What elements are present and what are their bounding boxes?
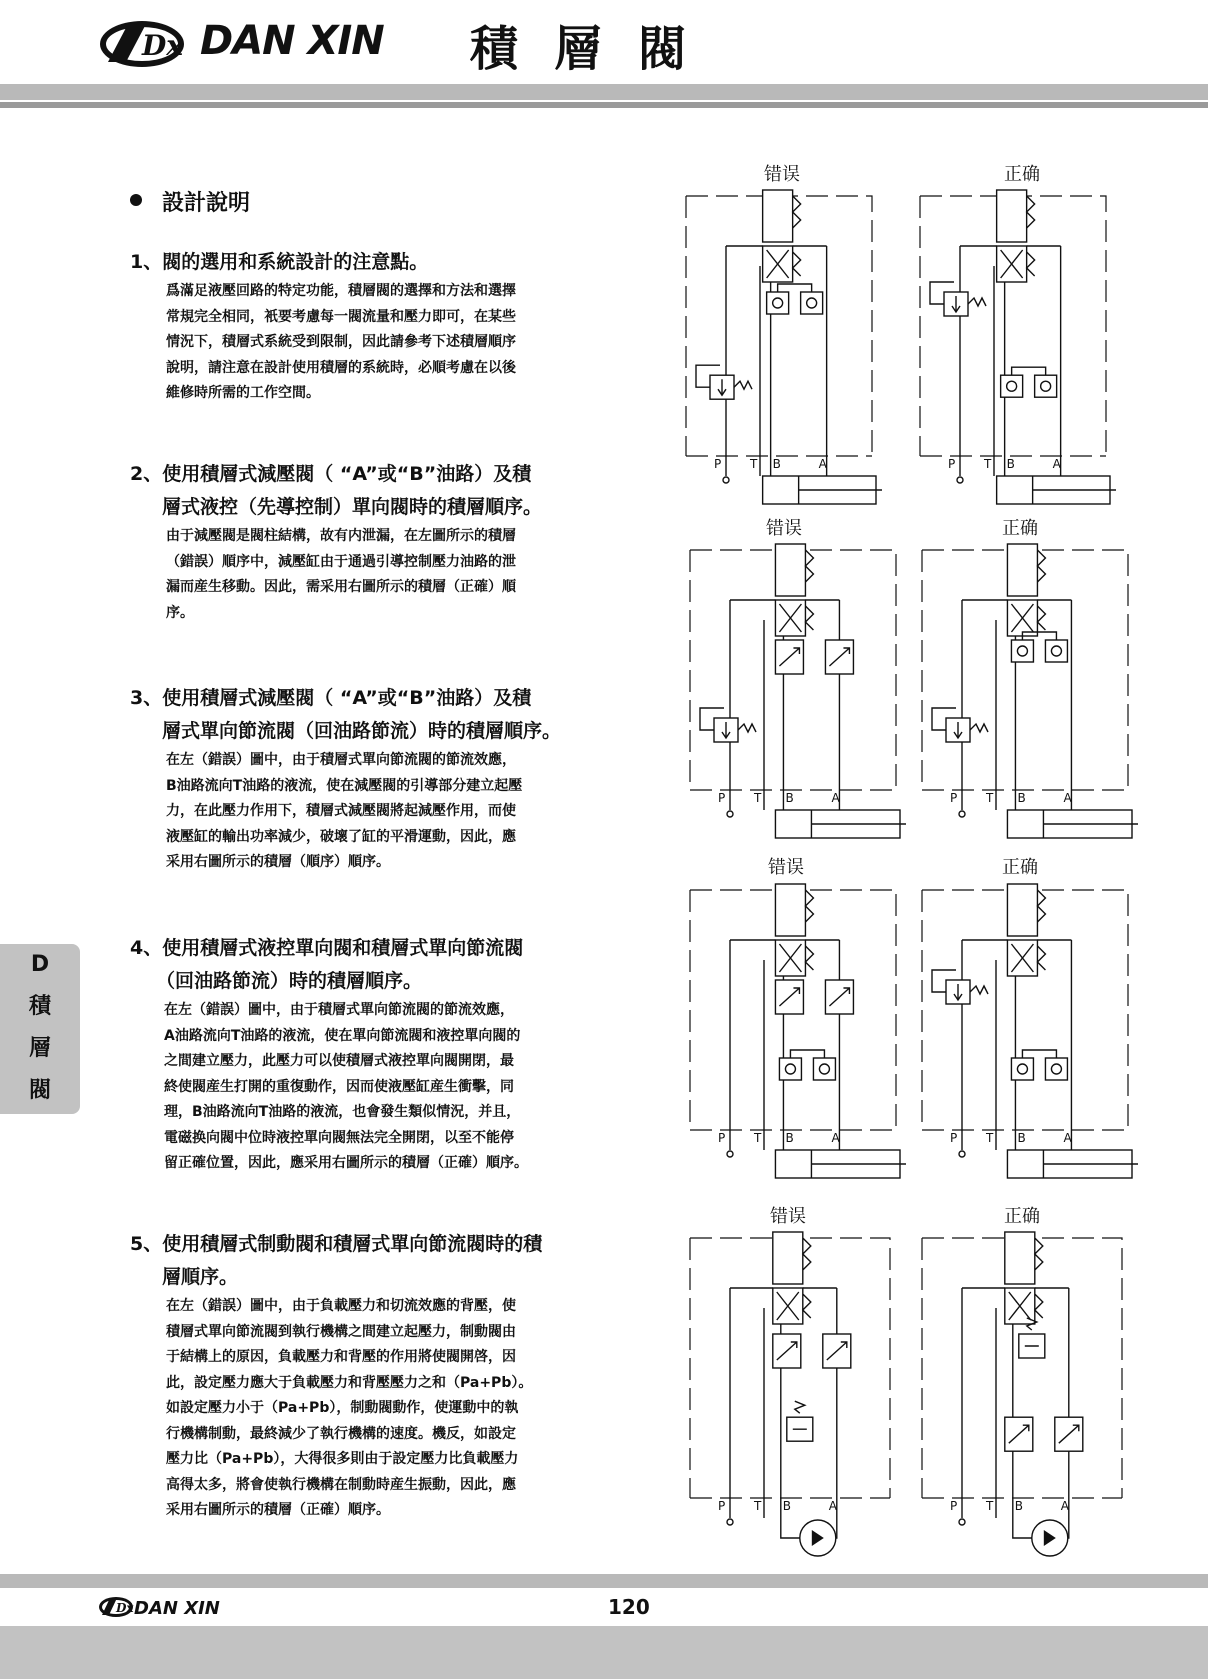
port-label-t: T — [986, 1131, 994, 1145]
directional-valve — [1007, 544, 1037, 596]
pilot-check-valve — [813, 1058, 835, 1080]
item-body-line: 序。 — [166, 604, 194, 621]
pressure-line — [730, 600, 775, 810]
section-bullet-icon — [130, 194, 142, 206]
valve-spring — [1035, 1238, 1043, 1318]
pump-port-icon — [727, 1151, 733, 1157]
item-body-line: 情況下，積層式系統受到限制，因此請參考下述積層順序 — [166, 334, 516, 350]
pump-port-icon — [959, 1151, 965, 1157]
header-divider-thin — [0, 102, 1208, 108]
chapter-char: 閥 — [28, 1078, 51, 1103]
danxin-logo-icon — [98, 1595, 138, 1619]
diagram-label-right: 正确 — [1004, 164, 1040, 185]
port-label-a: A — [1052, 457, 1061, 471]
hydraulic-diagram-wrong — [690, 880, 916, 1180]
item-title: 層順序。 — [162, 1266, 239, 1288]
pressure-reducing-valve-spring — [968, 298, 986, 306]
directional-valve — [1005, 1232, 1035, 1284]
directional-valve — [763, 190, 793, 242]
item-body-line: 如設定壓力小于（Pa+Pb），制動閥動作，使運動中的執 — [166, 1400, 519, 1416]
page-title: 積層閥 — [470, 21, 723, 77]
item-body-line: 電磁换向閥中位時液控單向閥無法完全開閉，以至不能停 — [164, 1129, 514, 1146]
hydraulic-diagram-right — [922, 1228, 1142, 1548]
pressure-line — [962, 1288, 1005, 1518]
directional-valve — [773, 1232, 803, 1284]
port-label-b: B — [1014, 1499, 1024, 1513]
pressure-reducing-valve-spring — [970, 986, 988, 994]
port-label-a: A — [1060, 1499, 1070, 1513]
pump-port-icon — [957, 477, 963, 483]
port-label-p: P — [950, 1499, 958, 1513]
port-label-a: A — [831, 1131, 840, 1145]
pump-port-icon — [959, 811, 965, 817]
item-body-line: 此，設定壓力應大于負載壓力和背壓壓力之和（Pa+Pb）。 — [166, 1374, 533, 1391]
item-1 — [130, 246, 600, 407]
footer-divider — [0, 1574, 1208, 1588]
pressure-line — [962, 600, 1007, 810]
pilot-check-valve — [1001, 375, 1023, 397]
item-body-line: A油路流向T油路的液流，使在單向節流閥和液控單向閥的 — [164, 1027, 521, 1044]
item-body-line: B油路流向T油路的液流，使在減壓閥的引導部分建立起壓 — [166, 777, 523, 794]
item-body-line: 由于減壓閥是閥柱結構，故有内泄漏，在左圖所示的積層 — [166, 528, 516, 544]
pressure-reducing-valve-spring — [734, 381, 752, 389]
pressure-line — [730, 940, 775, 1150]
pilot-check-valve — [779, 1058, 801, 1080]
item-body-line: （錯誤）順序中，減壓缸由于通過引導控制壓力油路的泄 — [166, 553, 516, 570]
item-2 — [130, 458, 600, 626]
a-line — [1027, 246, 1061, 476]
port-label-a: A — [1063, 791, 1072, 805]
diagram-label-right: 正确 — [1004, 1206, 1040, 1227]
pilot-check-valve — [801, 292, 823, 314]
pressure-line — [962, 940, 1007, 1150]
port-label-t: T — [754, 1131, 762, 1145]
item-title: 4、使用積層式液控單向閥和積層式單向節流閥 — [130, 937, 524, 959]
item-body-line: 在左（錯誤）圖中，由于積層式單向節流閥的節流效應， — [166, 752, 516, 768]
item-body-line: 力，在此壓力作用下，積層式減壓閥將起減壓作用，而使 — [166, 803, 516, 819]
pilot-check-valve — [767, 292, 789, 314]
item-title: 3、使用積層式減壓閥（ “A”或“B”油路）及積 — [130, 687, 532, 709]
port-label-p: P — [718, 791, 726, 805]
hydraulic-diagram-wrong — [686, 186, 892, 506]
hydraulic-diagram-right — [922, 880, 1148, 1180]
item-body-line: 壓力比（Pa+Pb），大得很多則由于設定壓力比負載壓力 — [166, 1451, 519, 1467]
valve-spring — [803, 1238, 811, 1318]
item-3 — [130, 682, 600, 876]
a-line — [805, 600, 839, 810]
port-label-b: B — [772, 457, 781, 471]
footer-brand-name: DAN XIN — [134, 1598, 220, 1619]
diagram-label-wrong: 错误 — [764, 164, 800, 185]
item-title: 層式單向節流閥（回油路節流）時的積層順序。 — [162, 720, 562, 742]
item-body-line: 在左（錯誤）圖中，由于積層式單向節流閥的節流效應， — [164, 1002, 514, 1018]
item-body-line: 留正確位置，因此，應采用右圖所示的積層（正確）順序。 — [164, 1155, 528, 1171]
a-line — [805, 940, 839, 1150]
diagram-label-wrong: 错误 — [768, 857, 804, 878]
port-label-t: T — [986, 791, 994, 805]
diagram-label-wrong: 错误 — [770, 1206, 806, 1227]
item-body-line: 高得太多，將會使執行機構在制動時産生振動，因此，應 — [166, 1476, 516, 1493]
item-body-line: 行機構制動，最終減少了執行機構的速度。機反，如設定 — [166, 1425, 516, 1442]
directional-valve — [775, 884, 805, 936]
hydraulic-diagram-right — [920, 186, 1126, 506]
pressure-line — [726, 246, 763, 476]
pressure-line — [960, 246, 997, 476]
item-body-line: 采用右圖所示的積層（正確）順序。 — [166, 1502, 390, 1518]
pilot-check-valve — [1011, 1058, 1033, 1080]
port-label-a: A — [1063, 1131, 1072, 1145]
item-4 — [130, 932, 600, 1177]
directional-valve — [1007, 884, 1037, 936]
a-line — [1037, 940, 1071, 1150]
item-body-line: 在左（錯誤）圖中，由于負載壓力和切流效應的背壓，使 — [166, 1298, 516, 1314]
chapter-char: 層 — [28, 1036, 51, 1061]
footer-band — [0, 1626, 1208, 1679]
item-body-line: 于結構上的原因，負載壓力和背壓的作用將使閥開啓，因 — [166, 1349, 516, 1365]
pilot-check-valve — [1045, 640, 1067, 662]
item-body-line: 液壓缸的輸出功率減少，破壞了缸的平滑運動，因此，應 — [166, 828, 516, 845]
pilot-check-valve-pilot — [1022, 1050, 1056, 1058]
svg-text:Dx: Dx — [142, 29, 183, 62]
port-label-t: T — [750, 457, 758, 471]
pump-port-icon — [959, 1519, 965, 1525]
item-title: 層式液控（先導控制）單向閥時的積層順序。 — [162, 496, 543, 518]
item-body-line: 常規完全相同，衹要考慮每一閥流量和壓力即可，在某些 — [166, 308, 516, 325]
valve-spring — [793, 196, 801, 276]
a-line — [793, 246, 827, 476]
item-body-line: 理，B油路流向T油路的液流，也會發生類似情況，并且， — [164, 1104, 521, 1120]
item-body-line: 爲滿足液壓回路的特定功能，積層閥的選擇和方法和選擇 — [166, 283, 516, 299]
item-body-line: 終使閥産生打開的重復動作，因而使液壓缸産生衝擊，同 — [164, 1078, 514, 1095]
header-divider — [0, 84, 1208, 100]
port-label-p: P — [718, 1499, 726, 1513]
brand-name: DAN XIN — [200, 18, 384, 64]
hydraulic-diagram-wrong — [690, 1228, 910, 1548]
valve-spring — [805, 550, 813, 630]
valve-spring — [1037, 890, 1045, 970]
page-number: 120 — [608, 1595, 650, 1619]
pilot-check-valve-pilot — [1012, 367, 1046, 375]
pilot-check-valve — [1045, 1058, 1067, 1080]
item-5 — [130, 1228, 600, 1524]
port-label-b: B — [785, 1131, 794, 1145]
item-title: 5、使用積層式制動閥和積層式單向節流閥時的積 — [130, 1233, 543, 1255]
danxin-logo-icon — [98, 18, 196, 70]
item-title: 1、閥的選用和系統設計的注意點。 — [130, 251, 429, 273]
diagram-label-right: 正确 — [1002, 518, 1038, 539]
item-body-line: 采用右圖所示的積層（順序）順序。 — [166, 854, 390, 870]
item-title: 2、使用積層式減壓閥（ “A”或“B”油路）及積 — [130, 463, 532, 485]
port-label-t: T — [754, 791, 762, 805]
port-label-b: B — [1017, 1131, 1026, 1145]
port-label-p: P — [950, 1131, 958, 1145]
item-body-line: 漏而産生移動。因此，需采用右圖所示的積層（正確）順 — [166, 579, 516, 595]
directional-valve — [775, 544, 805, 596]
port-label-p: P — [948, 457, 956, 471]
port-label-a: A — [831, 791, 840, 805]
pilot-check-valve-pilot — [790, 1050, 824, 1058]
valve-spring — [1037, 550, 1045, 630]
pilot-check-valve-pilot — [778, 284, 812, 292]
pilot-check-valve — [1035, 375, 1057, 397]
port-label-p: P — [714, 457, 722, 471]
svg-text:Dx: Dx — [116, 1601, 134, 1615]
hydraulic-diagram-right — [922, 540, 1148, 840]
pump-port-icon — [727, 1519, 733, 1525]
chapter-tab — [0, 944, 80, 1114]
a-line — [1035, 1288, 1069, 1518]
port-label-b: B — [1017, 791, 1026, 805]
port-label-a: A — [818, 457, 827, 471]
port-label-a: A — [828, 1499, 838, 1513]
section-title: 設計說明 — [162, 191, 251, 216]
item-body-line: 積層式單向節流閥到執行機構之間建立起壓力，制動閥由 — [166, 1323, 516, 1340]
port-label-t: T — [984, 457, 992, 471]
chapter-letter: D — [30, 952, 50, 977]
port-label-p: P — [718, 1131, 726, 1145]
pump-port-icon — [723, 477, 729, 483]
pressure-reducing-valve-spring — [970, 724, 988, 732]
directional-valve — [997, 190, 1027, 242]
item-title: （回油路節流）時的積層順序。 — [156, 970, 423, 992]
pressure-reducing-valve-spring — [738, 724, 756, 732]
item-body-line: 維修時所需的工作空間。 — [166, 385, 320, 401]
port-label-p: P — [950, 791, 958, 805]
diagram-label-wrong: 错误 — [766, 518, 802, 539]
port-label-b: B — [1006, 457, 1015, 471]
pump-port-icon — [727, 811, 733, 817]
pressure-line — [730, 1288, 773, 1518]
a-line — [803, 1288, 837, 1518]
valve-spring — [805, 890, 813, 970]
item-body-line: 之間建立壓力，此壓力可以使積層式液控單向閥開閉，最 — [164, 1053, 514, 1069]
hydraulic-diagram-wrong — [690, 540, 916, 840]
chapter-char: 積 — [28, 994, 51, 1019]
port-label-t: T — [986, 1499, 994, 1513]
valve-spring — [1027, 196, 1035, 276]
port-label-t: T — [754, 1499, 762, 1513]
diagram-label-right: 正确 — [1002, 857, 1038, 878]
port-label-b: B — [782, 1499, 792, 1513]
item-body-line: 說明，請注意在設計使用積層的系統時，必順考慮在以後 — [166, 359, 516, 376]
pilot-check-valve — [1011, 640, 1033, 662]
port-label-b: B — [785, 791, 794, 805]
